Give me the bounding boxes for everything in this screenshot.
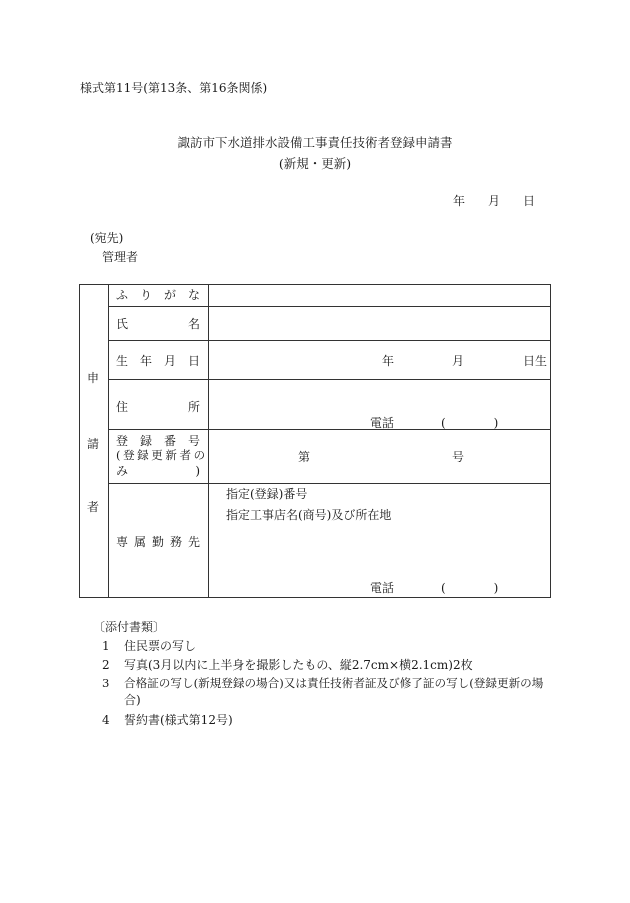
addressee-label: (宛先) xyxy=(90,231,124,245)
attachment-item xyxy=(102,640,196,652)
applicant-label-3: 者 xyxy=(87,500,100,514)
attachments-heading: 〔添付書類〕 xyxy=(93,620,166,634)
employer-phone-parens: ( ) xyxy=(441,581,499,595)
attachment-text: 住民票の写し xyxy=(124,639,197,653)
column-divider xyxy=(108,285,109,597)
date-year-label: 年 xyxy=(453,194,466,208)
attachment-text: 写真(3月以内に上半身を撮影したもの、縦2.7cm×横2.1cm)2枚 xyxy=(124,658,473,672)
date-month-label: 月 xyxy=(488,194,501,208)
birthdate-label: 生 年 月 日 xyxy=(116,354,200,368)
attachment-number: 1 xyxy=(102,639,110,653)
registration-prefix: 第 xyxy=(298,450,311,464)
employer-shop-name-label: 指定工事店名(商号)及び所在地 xyxy=(226,508,392,522)
attachment-item-continuation: 合) xyxy=(124,693,141,707)
row-divider xyxy=(108,379,550,380)
attachment-item xyxy=(102,678,543,690)
document-subtitle: (新規・更新) xyxy=(278,156,352,171)
address-phone-label: 電話 xyxy=(370,416,395,430)
attachment-number: 4 xyxy=(102,713,110,727)
column-divider xyxy=(208,285,209,597)
applicant-label-2: 請 xyxy=(87,437,100,451)
form-number: 様式第11号(第13条、第16条関係) xyxy=(80,81,268,95)
attachment-number: 3 xyxy=(102,676,110,690)
application-table xyxy=(79,284,551,598)
document-title: 諏訪市下水道排水設備工事責任技術者登録申請書 xyxy=(177,135,453,150)
address-label: 住 所 xyxy=(116,400,200,414)
registration-label: 登 録 番 号 xyxy=(116,434,200,448)
furigana-field[interactable] xyxy=(210,288,550,304)
registration-suffix: 号 xyxy=(452,450,465,464)
name-field[interactable] xyxy=(210,309,550,338)
row-divider xyxy=(108,483,550,484)
applicant-label-1: 申 xyxy=(87,371,100,385)
birth-year-label: 年 xyxy=(382,354,395,368)
attachment-text: 誓約書(様式第12号) xyxy=(124,713,233,727)
name-label: 氏 名 xyxy=(116,317,200,331)
employer-registration-number-label: 指定(登録)番号 xyxy=(226,487,308,501)
row-divider xyxy=(108,340,550,341)
attachment-number: 2 xyxy=(102,658,110,672)
employer-label: 専 属 勤 務 先 xyxy=(116,535,200,549)
attachment-item xyxy=(102,659,473,671)
registration-note-1: (登録更新者の xyxy=(116,448,208,462)
employer-phone-label: 電話 xyxy=(370,581,395,595)
attachment-text: 合格証の写し(新規登録の場合)又は責任技術者証及び修了証の写し(登録更新の場 xyxy=(124,676,544,690)
birth-day-suffix: 日生 xyxy=(523,354,548,368)
registration-note-2: み ) xyxy=(116,464,200,478)
address-phone-parens: ( ) xyxy=(441,416,499,430)
birth-month-label: 月 xyxy=(452,354,465,368)
date-day-label: 日 xyxy=(523,194,536,208)
attachment-item xyxy=(102,714,233,726)
recipient-label: 管理者 xyxy=(102,250,139,264)
furigana-label: ふ り が な xyxy=(116,288,200,302)
row-divider xyxy=(108,306,550,307)
